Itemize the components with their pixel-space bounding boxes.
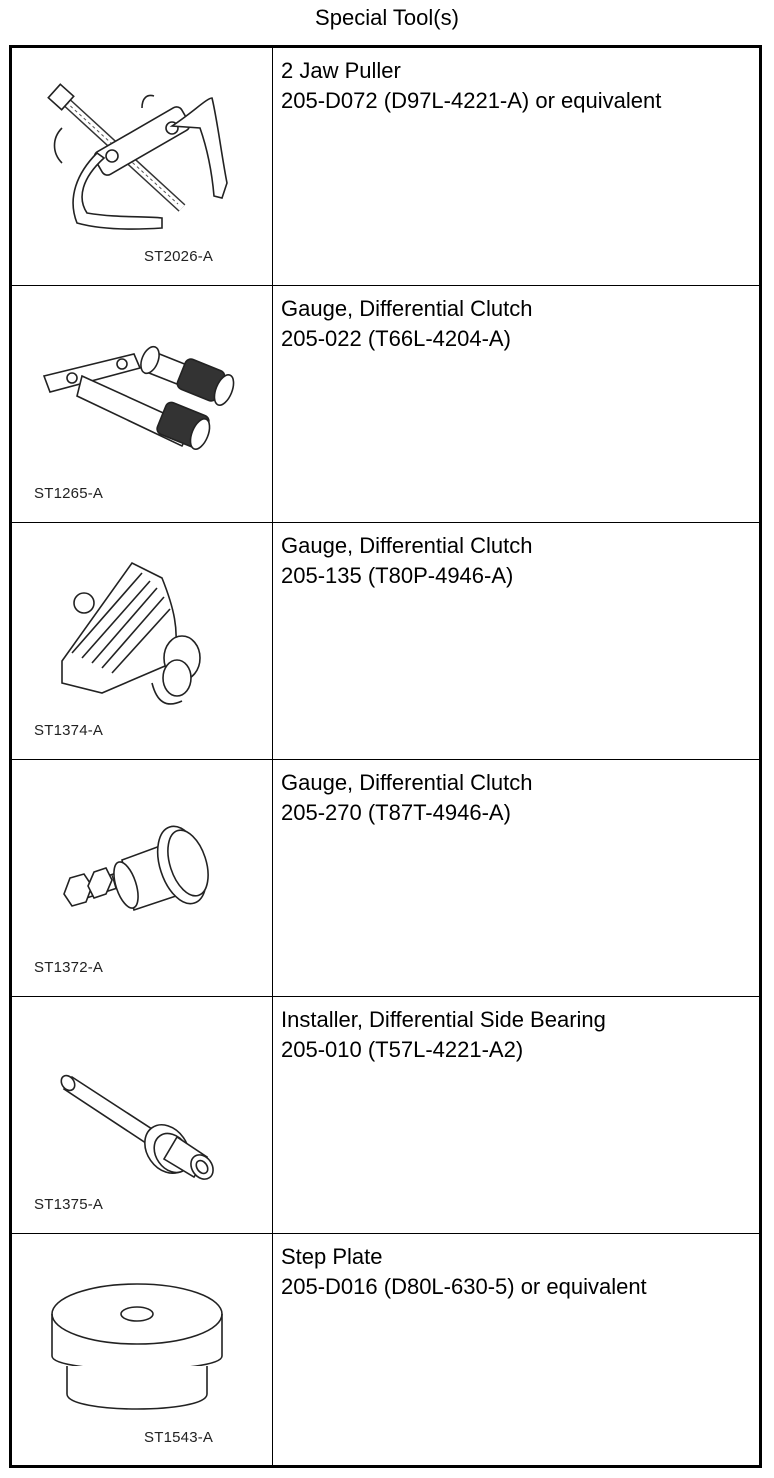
- tool-image-cell: [12, 1234, 273, 1465]
- tool-image-cell: [12, 760, 273, 996]
- step-plate-icon: [22, 1244, 262, 1444]
- table-row: [12, 522, 759, 759]
- page-title: Special Tool(s): [315, 5, 459, 30]
- tool-number: 205-135 (T80P-4946-A): [281, 563, 514, 588]
- tool-name: Gauge, Differential Clutch: [281, 533, 533, 558]
- tool-image-cell: [12, 523, 273, 759]
- tool-image-label: ST1375-A: [34, 1196, 104, 1213]
- tool-image-label: ST1543-A: [144, 1429, 214, 1446]
- tool-description-cell: [273, 523, 759, 759]
- tool-name: Gauge, Differential Clutch: [281, 770, 533, 795]
- two-jaw-puller-icon: [22, 58, 262, 258]
- differential-clutch-gauge-icon: [22, 770, 262, 970]
- tool-number: 205-D016 (D80L-630-5) or equivalent: [281, 1274, 647, 1299]
- tool-number: 205-022 (T66L-4204-A): [281, 326, 511, 351]
- differential-clutch-gauge-icon: [22, 296, 262, 496]
- tool-name: Step Plate: [281, 1244, 383, 1269]
- tool-description-cell: [273, 48, 759, 285]
- tool-name: Gauge, Differential Clutch: [281, 296, 533, 321]
- tool-number: 205-270 (T87T-4946-A): [281, 800, 511, 825]
- tool-image-label: ST1372-A: [34, 959, 104, 976]
- tool-name: Installer, Differential Side Bearing: [281, 1007, 606, 1032]
- tool-image-label: ST1265-A: [34, 485, 104, 502]
- tool-description-cell: [273, 286, 759, 522]
- table-row: [12, 759, 759, 996]
- tool-image-cell: [12, 286, 273, 522]
- tool-description-cell: [273, 760, 759, 996]
- tool-image-label: ST1374-A: [34, 722, 104, 739]
- side-bearing-installer-icon: [22, 1007, 262, 1207]
- table-row: [12, 1233, 759, 1465]
- tool-name: 2 Jaw Puller: [281, 58, 401, 83]
- tool-image-label: ST2026-A: [144, 248, 214, 265]
- tool-image-cell: [12, 48, 273, 285]
- tool-description-cell: [273, 997, 759, 1233]
- table-row: [12, 285, 759, 522]
- tool-number: 205-D072 (D97L-4221-A) or equivalent: [281, 88, 662, 113]
- tool-number: 205-010 (T57L-4221-A2): [281, 1037, 524, 1062]
- differential-clutch-gauge-icon: [22, 533, 262, 733]
- table-row: [12, 48, 759, 285]
- tool-image-cell: [12, 997, 273, 1233]
- tool-description-cell: [273, 1234, 759, 1465]
- table-row: [12, 996, 759, 1233]
- special-tools-table: [9, 45, 762, 1468]
